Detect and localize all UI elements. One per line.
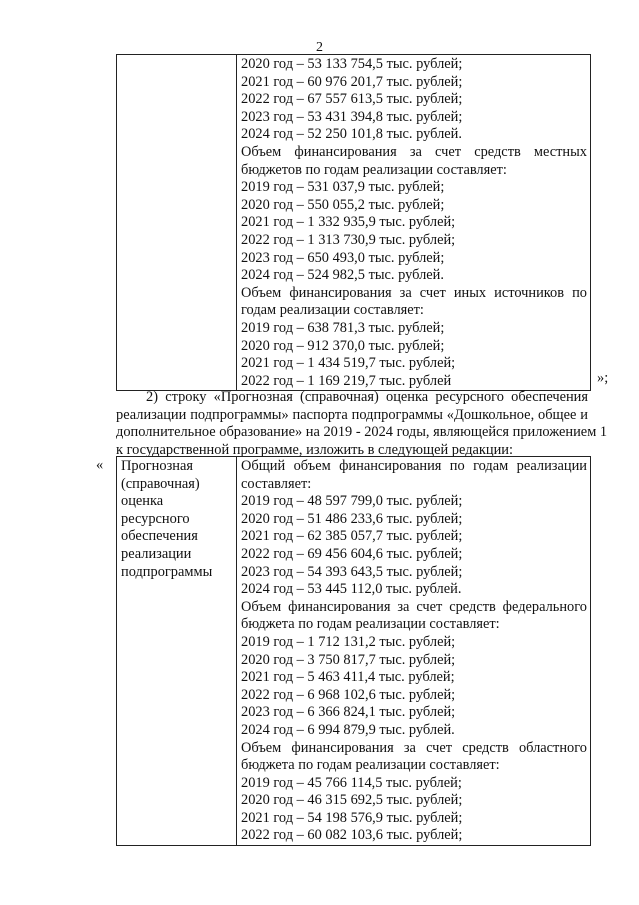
table2-line: 2019 год – 1 712 131,2 тыс. рублей; [241,633,456,650]
table2-line: бюджета по годам реализации составляет: [241,757,500,774]
table2-label-line: ресурсного [121,510,190,527]
table1-line: 2022 год – 1 169 219,7 тыс. рублей [241,372,452,389]
table2-line: 2022 год – 6 968 102,6 тыс. рублей; [241,686,456,703]
table2-line: 2020 год – 46 315 692,5 тыс. рублей; [241,792,463,809]
table2-label-line: обеспечения [121,528,198,545]
table2-line: Объем финансирования за счет средств областного [241,739,587,756]
funding-table-continued [116,54,591,391]
opening-quote: « [96,457,104,473]
table2-line: 2022 год – 60 082 103,6 тыс. рублей; [241,827,463,844]
table2-line: 2024 год – 53 445 112,0 тыс. рублей. [241,581,462,598]
table2-line: 2020 год – 51 486 233,6 тыс. рублей; [241,510,463,527]
table1-line: Объем финансирования за счет иных источников по [241,284,587,301]
table2-line: 2019 год – 48 597 799,0 тыс. рублей; [241,493,463,510]
table2-content-cell [237,457,591,846]
table1-line: 2020 год – 53 133 754,5 тыс. рублей; [241,56,463,72]
table2-line: 2021 год – 62 385 057,7 тыс. рублей; [241,528,463,545]
table2-line: 2020 год – 3 750 817,7 тыс. рублей; [241,651,456,668]
table1-line: 2020 год – 550 055,2 тыс. рублей; [241,196,445,213]
table1-line: 2022 год – 1 313 730,9 тыс. рублей; [241,231,456,248]
table1-line: 2022 год – 67 557 613,5 тыс. рублей; [241,91,463,108]
table1-line: 2021 год – 1 434 519,7 тыс. рублей; [241,355,456,372]
closing-quote: »; [597,370,609,386]
table2-label-line: (справочная) [121,475,200,492]
table2-line: Общий объем финансирования по годам реализации [241,458,587,474]
table2-line: 2021 год – 54 198 576,9 тыс. рублей; [241,809,463,826]
paragraph-line: дополнительное образование» на 2019 - 2024 годы, являющейся приложением 1 [116,424,608,441]
table2-line: бюджета по годам реализации составляет: [241,616,500,633]
amendment-paragraph [116,389,608,459]
table1-content-cell [237,55,591,391]
table2-line: 2019 год – 45 766 114,5 тыс. рублей; [241,774,462,791]
table2-line: 2023 год – 6 366 824,1 тыс. рублей; [241,704,456,721]
paragraph-line: 2) строку «Прогнозная (справочная) оценка ресурсного обеспечения [146,389,588,405]
table1-line: 2019 год – 638 781,3 тыс. рублей; [241,319,445,336]
paragraph-line: реализации подпрограммы» паспорта подпрограммы «Дошкольное, общее и [116,406,588,423]
table2-line: 2024 год – 6 994 879,9 тыс. рублей. [241,721,455,738]
table1-line: 2024 год – 524 982,5 тыс. рублей. [241,267,444,284]
table2-label-line: оценка [121,493,164,510]
table1-line: 2023 год – 650 493,0 тыс. рублей; [241,249,445,266]
table2-line: 2021 год – 5 463 411,4 тыс. рублей; [241,669,455,686]
table2-line: 2023 год – 54 393 643,5 тыс. рублей; [241,563,463,580]
table2-label-line: подпрограммы [121,563,213,580]
table2-label-line: Прогнозная [121,458,193,474]
table1-line: 2021 год – 60 976 201,7 тыс. рублей; [241,73,463,90]
table1-line: 2024 год – 52 250 101,8 тыс. рублей. [241,126,462,143]
funding-table-new [116,456,591,846]
table1-line: годам реализации составляет: [241,302,424,319]
table2-label-line: реализации [121,545,192,562]
table2-line: 2022 год – 69 456 604,6 тыс. рублей; [241,545,463,562]
table1-line: 2023 год – 53 431 394,8 тыс. рублей; [241,108,463,125]
table1-line: Объем финансирования за счет средств местных [241,143,587,160]
paragraph-line: к государственной программе, изложить в следующей редакции: [116,441,514,458]
table1-line: 2020 год – 912 370,0 тыс. рублей; [241,337,445,354]
table2-line: Объем финансирования за счет средств федерального [241,598,587,615]
table1-line: 2019 год – 531 037,9 тыс. рублей; [241,179,445,196]
table1-line: бюджетов по годам реализации составляет: [241,161,507,178]
table2-label-cell [117,457,237,846]
table1-line: 2021 год – 1 332 935,9 тыс. рублей; [241,214,456,231]
page-number: 2 [316,40,323,55]
table1-label-cell [117,55,237,391]
table2-line: составляет: [241,475,312,492]
